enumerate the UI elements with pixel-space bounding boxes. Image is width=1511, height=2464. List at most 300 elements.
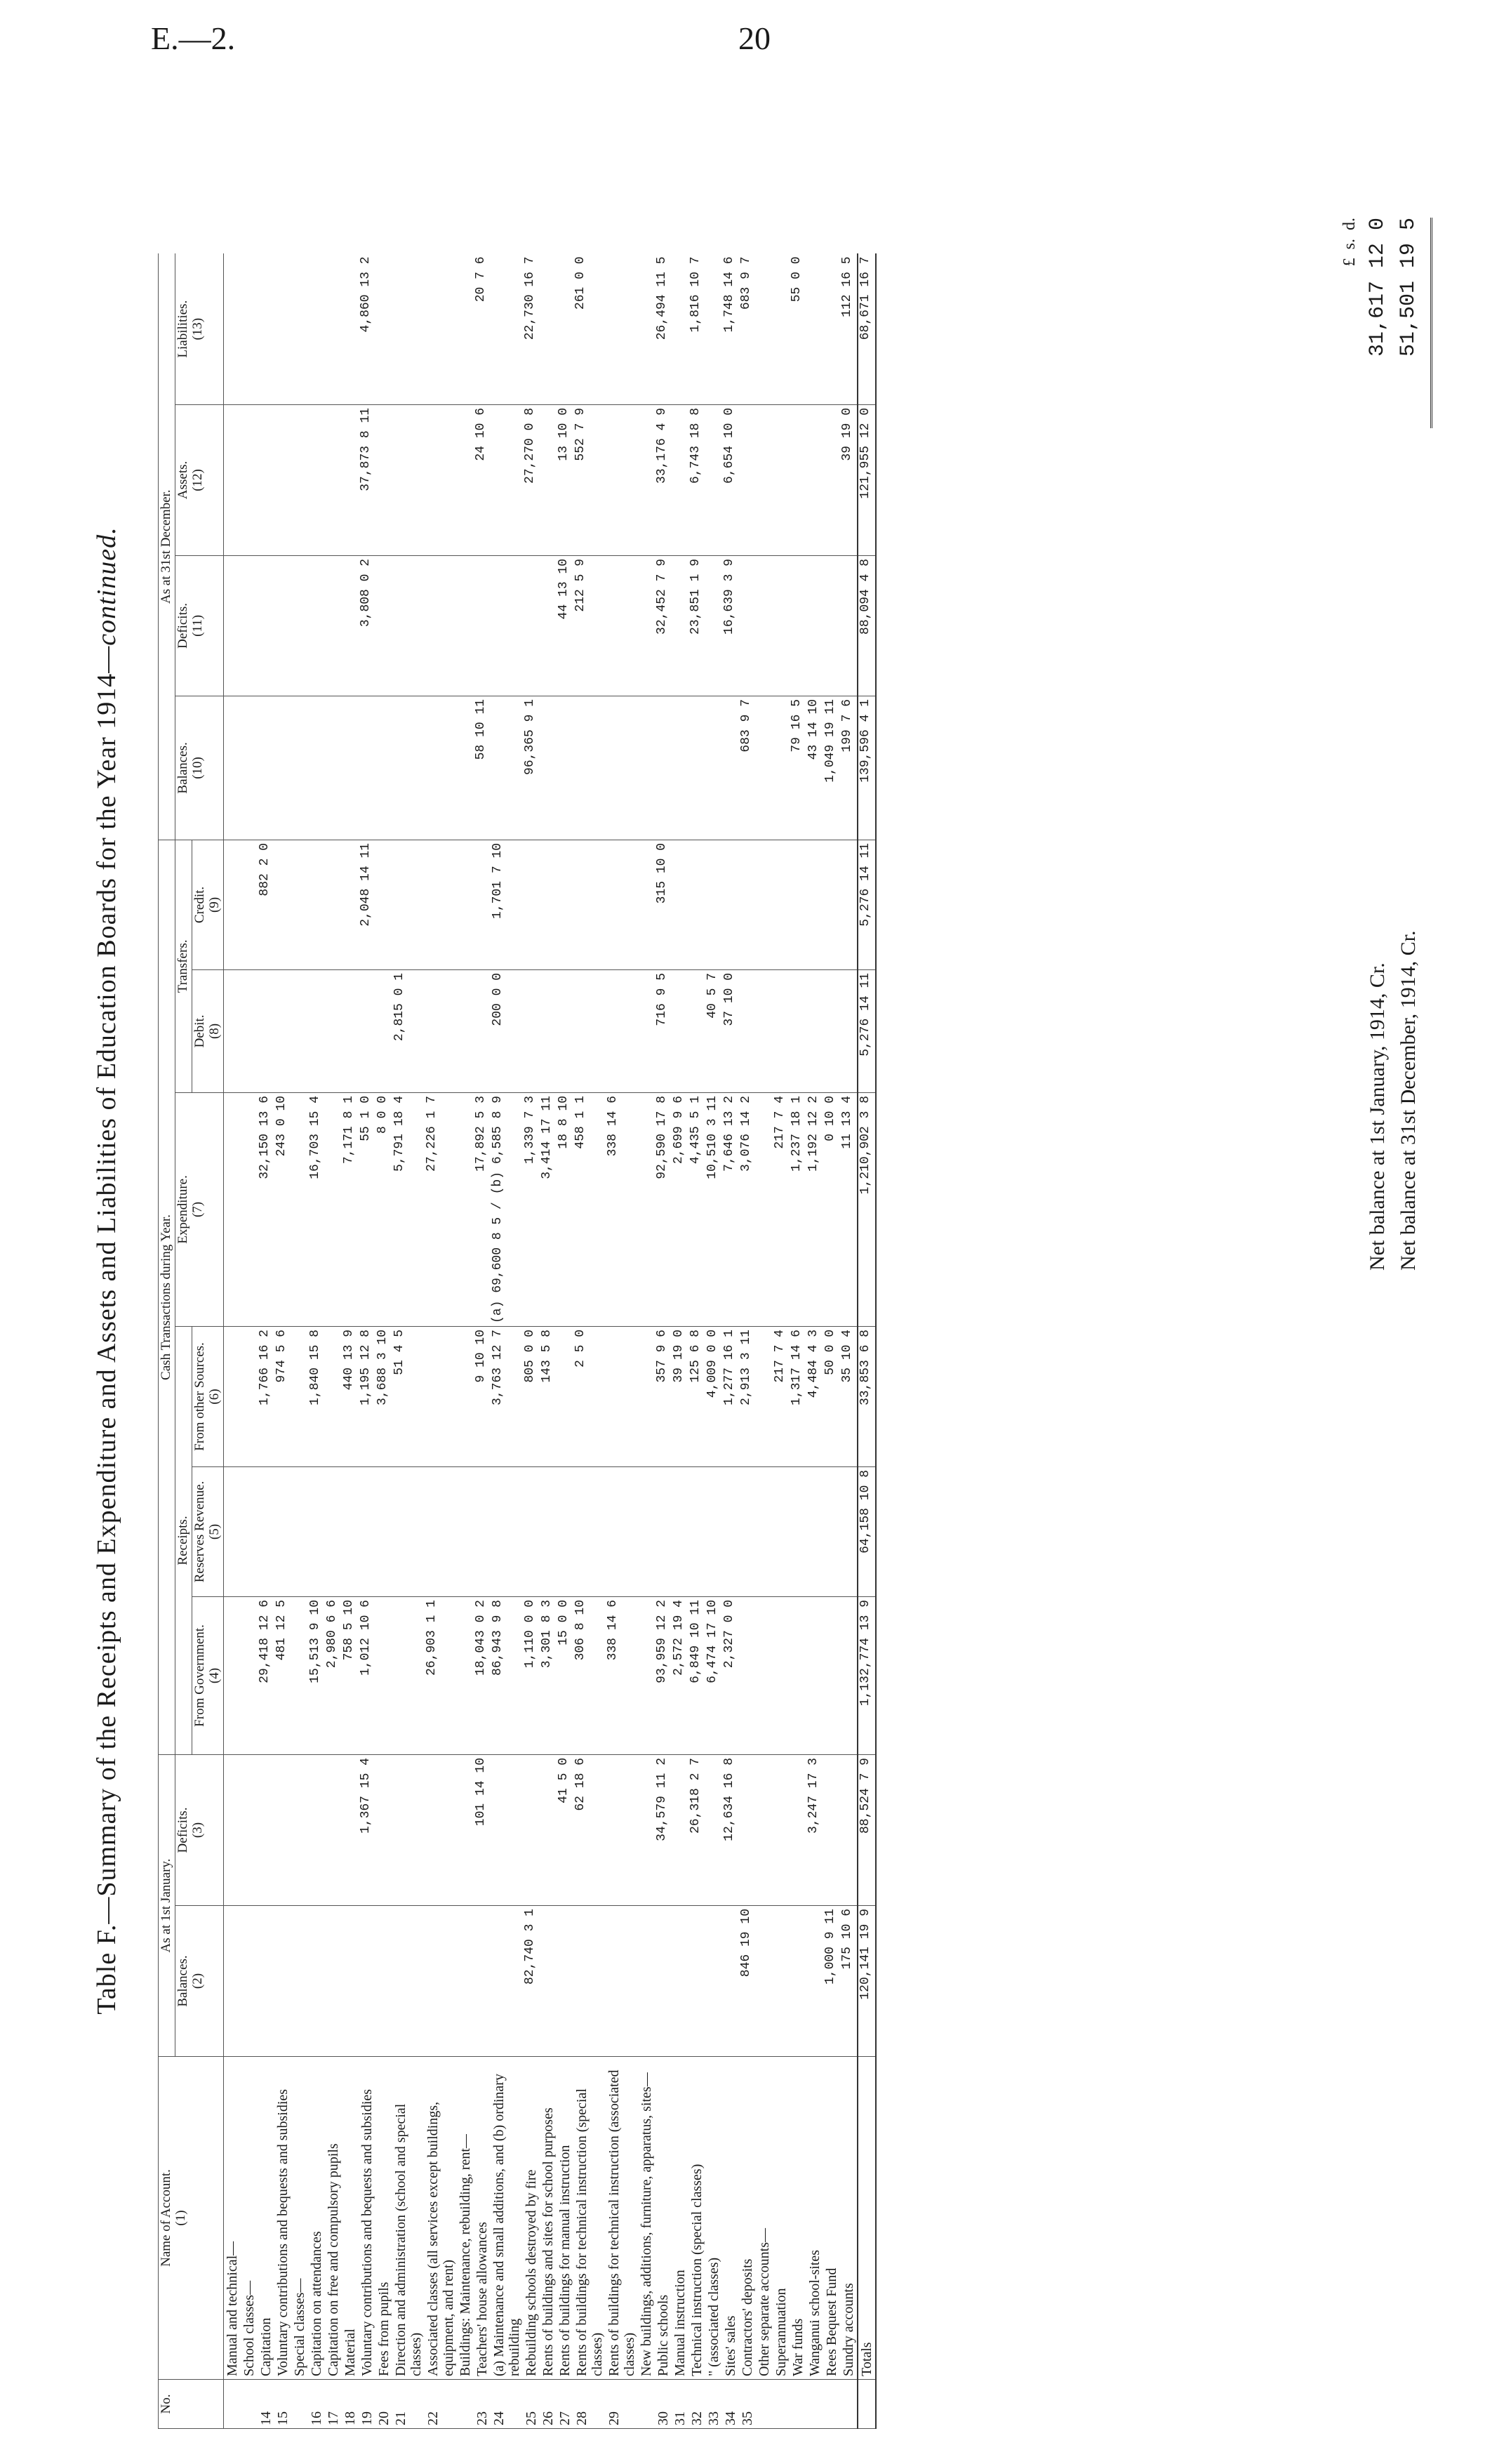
amount-cell xyxy=(291,1906,308,2057)
amount-cell xyxy=(705,555,722,696)
row-number: 28 xyxy=(573,2380,606,2429)
amount-cell xyxy=(672,1467,688,1597)
amount-cell xyxy=(705,253,722,404)
amount-cell xyxy=(241,1327,258,1467)
totals-label: Totals xyxy=(858,2057,876,2380)
account-name: Sites' sales xyxy=(722,2057,739,2380)
amount-cell: 20 7 6 xyxy=(474,253,491,404)
rotated-table-area xyxy=(91,112,1495,2429)
amount-cell xyxy=(291,696,308,840)
amount-cell xyxy=(359,1906,375,2057)
amount-cell xyxy=(756,840,773,969)
table-body xyxy=(223,253,876,2428)
amount-cell xyxy=(325,696,342,840)
amount-cell xyxy=(425,1327,457,1467)
amount-cell xyxy=(223,1597,241,1755)
amount-cell xyxy=(722,696,739,840)
amount-cell: 17,892 5 3 xyxy=(474,1092,491,1326)
amount-cell xyxy=(223,1327,241,1467)
amount-cell: 50 0 0 xyxy=(823,1327,840,1467)
amount-cell xyxy=(705,840,722,969)
amount-cell xyxy=(308,555,325,696)
page-header xyxy=(0,0,1511,84)
amount-cell xyxy=(491,1467,523,1597)
amount-cell xyxy=(672,840,688,969)
amount-cell xyxy=(241,696,258,840)
table-row xyxy=(773,253,790,2428)
amount-cell xyxy=(672,696,688,840)
row-number: 27 xyxy=(557,2380,573,2429)
amount-cell xyxy=(756,969,773,1092)
amount-cell xyxy=(638,696,655,840)
table-row xyxy=(573,253,606,2428)
table-row xyxy=(491,253,523,2428)
amount-cell xyxy=(325,1467,342,1597)
amount-cell xyxy=(823,1467,840,1597)
amount-cell xyxy=(375,404,392,555)
amount-cell: 112 16 5 xyxy=(840,253,858,404)
amount-cell: 217 7 4 xyxy=(773,1092,790,1326)
amount-cell xyxy=(790,404,806,555)
account-name: School classes— xyxy=(241,2057,258,2380)
account-name: Manual instruction xyxy=(672,2057,688,2380)
amount-cell xyxy=(457,253,474,404)
amount-cell xyxy=(325,555,342,696)
amount-cell xyxy=(756,1597,773,1755)
amount-cell xyxy=(241,253,258,404)
table-row xyxy=(392,253,425,2428)
row-number: 22 xyxy=(425,2380,457,2429)
amount-cell xyxy=(258,555,274,696)
amount-cell xyxy=(342,1467,359,1597)
amount-cell xyxy=(688,1467,705,1597)
col-header-5: Reserves Revenue. (5) xyxy=(192,1467,223,1597)
account-name: Technical instruction (special classes) xyxy=(688,2057,705,2380)
account-name: Rebuilding schools destroyed by fire xyxy=(523,2057,540,2380)
amount-cell: 2,572 19 4 xyxy=(672,1597,688,1755)
amount-cell: 6,474 17 10 xyxy=(705,1597,722,1755)
amount-cell xyxy=(308,1906,325,2057)
amount-cell: 974 5 6 xyxy=(274,1327,291,1467)
amount-cell: 481 12 5 xyxy=(274,1597,291,1755)
table-row xyxy=(638,253,655,2428)
amount-cell xyxy=(291,1755,308,1906)
amount-cell xyxy=(557,696,573,840)
amount-cell xyxy=(425,840,457,969)
amount-cell xyxy=(606,404,638,555)
account-name: Capitation xyxy=(258,2057,274,2380)
amount-cell xyxy=(425,1467,457,1597)
amount-cell xyxy=(375,1755,392,1906)
amount-cell xyxy=(540,840,557,969)
amount-cell xyxy=(722,1906,739,2057)
amount-cell xyxy=(258,404,274,555)
amount-cell xyxy=(756,1906,773,2057)
col-header-13: Liabilities. (13) xyxy=(175,253,223,404)
amount-cell xyxy=(241,840,258,969)
amount-cell xyxy=(308,840,325,969)
amount-cell xyxy=(291,1092,308,1326)
amount-cell xyxy=(739,555,756,696)
amount-cell xyxy=(638,1092,655,1326)
amount-cell: 1,277 16 1 xyxy=(722,1327,739,1467)
amount-cell xyxy=(474,1906,491,2057)
amount-cell xyxy=(806,404,823,555)
amount-cell: 357 9 6 xyxy=(655,1327,672,1467)
amount-cell: 2,048 14 11 xyxy=(359,840,375,969)
amount-cell xyxy=(773,1755,790,1906)
amount-cell xyxy=(342,555,359,696)
page-number: 20 xyxy=(738,20,771,56)
amount-cell: 6,654 10 0 xyxy=(722,404,739,555)
amount-cell xyxy=(790,840,806,969)
amount-cell: 458 1 1 xyxy=(573,1092,606,1326)
amount-cell xyxy=(274,969,291,1092)
account-name: Special classes— xyxy=(291,2057,308,2380)
amount-cell xyxy=(325,1092,342,1326)
amount-cell xyxy=(223,404,241,555)
amount-cell xyxy=(773,840,790,969)
amount-cell xyxy=(308,1755,325,1906)
group-header-cash: Cash Transactions during Year. xyxy=(159,840,175,1754)
amount-cell xyxy=(790,1906,806,2057)
amount-cell xyxy=(573,840,606,969)
col-header-8: Debit. (8) xyxy=(192,969,223,1092)
amount-cell xyxy=(342,969,359,1092)
amount-cell: 552 7 9 xyxy=(573,404,606,555)
amount-cell: 846 19 10 xyxy=(739,1906,756,2057)
table-row xyxy=(557,253,573,2428)
amount-cell xyxy=(773,404,790,555)
amount-cell xyxy=(557,969,573,1092)
amount-cell xyxy=(325,969,342,1092)
amount-cell: 7,646 13 2 xyxy=(722,1092,739,1326)
account-name: Rents of buildings for technical instruction (special classes) xyxy=(573,2057,606,2380)
amount-cell xyxy=(557,1906,573,2057)
amount-cell xyxy=(241,1755,258,1906)
amount-cell xyxy=(540,969,557,1092)
total-amount-cell: 1,132,774 13 9 xyxy=(858,1597,876,1755)
amount-cell xyxy=(823,253,840,404)
amount-cell: 2,699 9 6 xyxy=(672,1092,688,1326)
amount-cell xyxy=(457,1327,474,1467)
amount-cell: 5,791 18 4 xyxy=(392,1092,425,1326)
amount-cell xyxy=(806,555,823,696)
col-header-6: From other Sources. (6) xyxy=(192,1327,223,1467)
total-amount-cell: 68,671 16 7 xyxy=(858,253,876,404)
amount-cell xyxy=(773,1467,790,1597)
amount-cell xyxy=(223,1467,241,1597)
amount-cell xyxy=(790,555,806,696)
amount-cell xyxy=(638,1755,655,1906)
amount-cell xyxy=(557,840,573,969)
amount-cell xyxy=(258,1906,274,2057)
amount-cell: 7,171 8 1 xyxy=(342,1092,359,1326)
col-header-9: Credit. (9) xyxy=(192,840,223,969)
amount-cell xyxy=(806,1597,823,1755)
amount-cell xyxy=(638,555,655,696)
net-balance-jan-amount: 31,617 12 0 xyxy=(1366,218,1390,357)
account-name: Fees from pupils xyxy=(375,2057,392,2380)
amount-cell xyxy=(342,404,359,555)
amount-cell xyxy=(739,1467,756,1597)
row-number xyxy=(457,2380,474,2429)
amount-cell: 125 6 8 xyxy=(688,1327,705,1467)
amount-cell: (a) 69,600 8 5 / (b) 6,585 8 9 xyxy=(491,1092,523,1326)
amount-cell xyxy=(823,969,840,1092)
amount-cell xyxy=(392,1467,425,1597)
total-amount-cell: 88,524 7 9 xyxy=(858,1755,876,1906)
amount-cell xyxy=(523,840,540,969)
table-row xyxy=(457,253,474,2428)
col-header-name: Name of Account. (1) xyxy=(159,2057,224,2380)
amount-cell xyxy=(291,1327,308,1467)
amount-cell: 34,579 11 2 xyxy=(655,1755,672,1906)
amount-cell: 58 10 11 xyxy=(474,696,491,840)
amount-cell xyxy=(291,969,308,1092)
amount-cell xyxy=(457,1906,474,2057)
amount-cell xyxy=(840,555,858,696)
amount-cell: 4,860 13 2 xyxy=(359,253,375,404)
amount-cell xyxy=(474,840,491,969)
amount-cell xyxy=(457,1755,474,1906)
table-row xyxy=(359,253,375,2428)
amount-cell xyxy=(308,253,325,404)
total-amount-cell: 33,853 6 8 xyxy=(858,1327,876,1467)
amount-cell xyxy=(773,969,790,1092)
amount-cell: 44 13 10 xyxy=(557,555,573,696)
amount-cell: 200 0 0 xyxy=(491,969,523,1092)
amount-cell xyxy=(540,1467,557,1597)
amount-cell: 15,513 9 10 xyxy=(308,1597,325,1755)
amount-cell: 3,414 17 11 xyxy=(540,1092,557,1326)
amount-cell xyxy=(491,1755,523,1906)
row-number: 18 xyxy=(342,2380,359,2429)
amount-cell xyxy=(806,840,823,969)
table-row xyxy=(291,253,308,2428)
amount-cell xyxy=(638,1327,655,1467)
amount-cell: 1,816 10 7 xyxy=(688,253,705,404)
account-name: Wanganui school-sites xyxy=(806,2057,823,2380)
amount-cell xyxy=(425,253,457,404)
amount-cell xyxy=(638,404,655,555)
account-name: New buildings, additions, furniture, apparatus, sites— xyxy=(638,2057,655,2380)
account-name: Capitation on free and compulsory pupils xyxy=(325,2057,342,2380)
amount-cell xyxy=(606,1467,638,1597)
amount-cell xyxy=(274,696,291,840)
amount-cell xyxy=(557,1327,573,1467)
amount-cell xyxy=(790,969,806,1092)
table-row xyxy=(790,253,806,2428)
amount-cell xyxy=(241,969,258,1092)
amount-cell: 6,849 10 11 xyxy=(688,1597,705,1755)
net-balance-dec-amount: 51,501 19 5 xyxy=(1397,218,1420,357)
amount-cell: 27,226 1 7 xyxy=(425,1092,457,1326)
amount-cell xyxy=(291,253,308,404)
amount-cell xyxy=(705,1906,722,2057)
amount-cell xyxy=(457,555,474,696)
amount-cell: 1,237 18 1 xyxy=(790,1092,806,1326)
amount-cell: 29,418 12 6 xyxy=(258,1597,274,1755)
amount-cell: 27,270 0 8 xyxy=(523,404,540,555)
amount-cell xyxy=(274,1906,291,2057)
amount-cell xyxy=(840,1467,858,1597)
amount-cell: 1,192 12 2 xyxy=(806,1092,823,1326)
amount-cell xyxy=(241,1092,258,1326)
amount-cell xyxy=(392,696,425,840)
amount-cell xyxy=(790,1467,806,1597)
amount-cell: 37,873 8 11 xyxy=(359,404,375,555)
amount-cell: 440 13 9 xyxy=(342,1327,359,1467)
amount-cell: 1,317 14 6 xyxy=(790,1327,806,1467)
table-row xyxy=(739,253,756,2428)
row-number: 21 xyxy=(392,2380,425,2429)
amount-cell xyxy=(722,1467,739,1597)
amount-cell xyxy=(672,969,688,1092)
amount-cell xyxy=(739,840,756,969)
row-number: 35 xyxy=(739,2380,756,2429)
amount-cell: 37 10 0 xyxy=(722,969,739,1092)
row-number: 15 xyxy=(274,2380,291,2429)
group-header-receipts: Receipts. xyxy=(175,1327,192,1755)
amount-cell xyxy=(705,1755,722,1906)
amount-cell xyxy=(457,969,474,1092)
account-name: Associated classes (all services except buildings, equipment, and rent) xyxy=(425,2057,457,2380)
amount-cell xyxy=(325,840,342,969)
amount-cell xyxy=(258,1755,274,1906)
amount-cell xyxy=(688,969,705,1092)
row-number: 23 xyxy=(474,2380,491,2429)
amount-cell: 40 5 7 xyxy=(705,969,722,1092)
amount-cell xyxy=(258,1467,274,1597)
table-row xyxy=(840,253,858,2428)
group-header-jan: As at 1st January. xyxy=(159,1755,175,2057)
amount-cell: 1,339 7 3 xyxy=(523,1092,540,1326)
amount-cell: 4,009 0 0 xyxy=(705,1327,722,1467)
amount-cell xyxy=(425,404,457,555)
amount-cell: 24 10 6 xyxy=(474,404,491,555)
row-number: 25 xyxy=(523,2380,540,2429)
amount-cell xyxy=(540,1906,557,2057)
amount-cell: 3,688 3 10 xyxy=(375,1327,392,1467)
amount-cell xyxy=(705,404,722,555)
amount-cell: 2,815 0 1 xyxy=(392,969,425,1092)
amount-cell: 41 5 0 xyxy=(557,1755,573,1906)
amount-cell xyxy=(241,1597,258,1755)
amount-cell xyxy=(688,696,705,840)
amount-cell xyxy=(375,1906,392,2057)
amount-cell: 9 10 10 xyxy=(474,1327,491,1467)
amount-cell: 212 5 9 xyxy=(573,555,606,696)
amount-cell: 39 19 0 xyxy=(840,404,858,555)
row-number xyxy=(291,2380,308,2429)
table-row xyxy=(523,253,540,2428)
net-balance-block xyxy=(1340,218,1432,1271)
double-rule xyxy=(1430,218,1432,428)
amount-cell xyxy=(672,555,688,696)
amount-cell xyxy=(573,696,606,840)
col-header-no: No. xyxy=(159,2380,224,2429)
table-row xyxy=(274,253,291,2428)
amount-cell: 26,903 1 1 xyxy=(425,1597,457,1755)
amount-cell xyxy=(274,1755,291,1906)
row-number: 20 xyxy=(375,2380,392,2429)
amount-cell xyxy=(392,1755,425,1906)
row-number: 24 xyxy=(491,2380,523,2429)
amount-cell xyxy=(606,840,638,969)
amount-cell: 175 10 6 xyxy=(840,1906,858,2057)
amount-cell xyxy=(606,253,638,404)
table-row xyxy=(258,253,274,2428)
table-row xyxy=(756,253,773,2428)
amount-cell xyxy=(425,1755,457,1906)
amount-cell xyxy=(688,840,705,969)
amount-cell xyxy=(241,1467,258,1597)
amount-cell xyxy=(274,1467,291,1597)
amount-cell xyxy=(491,555,523,696)
amount-cell: 805 0 0 xyxy=(523,1327,540,1467)
amount-cell xyxy=(375,840,392,969)
amount-cell xyxy=(638,1597,655,1755)
amount-cell: 26,318 2 7 xyxy=(688,1755,705,1906)
row-number xyxy=(638,2380,655,2429)
amount-cell xyxy=(606,696,638,840)
amount-cell xyxy=(790,1755,806,1906)
amount-cell xyxy=(806,1467,823,1597)
amount-cell xyxy=(375,1467,392,1597)
account-name: Public schools xyxy=(655,2057,672,2380)
amount-cell: 43 14 10 xyxy=(806,696,823,840)
amount-cell xyxy=(274,555,291,696)
account-name: Rents of buildings for technical instruction (associated classes) xyxy=(606,2057,638,2380)
net-balance-dec xyxy=(1397,218,1427,1271)
amount-cell xyxy=(258,253,274,404)
amount-cell xyxy=(773,696,790,840)
summary-table xyxy=(158,253,877,2429)
amount-cell: 51 4 5 xyxy=(392,1327,425,1467)
amount-cell: 55 1 0 xyxy=(359,1092,375,1326)
amount-cell xyxy=(523,1755,540,1906)
total-amount-cell: 5,276 14 11 xyxy=(858,969,876,1092)
amount-cell: 101 14 10 xyxy=(474,1755,491,1906)
amount-cell xyxy=(823,1597,840,1755)
amount-cell: 315 10 0 xyxy=(655,840,672,969)
amount-cell xyxy=(705,696,722,840)
amount-cell xyxy=(223,1755,241,1906)
account-name: Sundry accounts xyxy=(840,2057,858,2380)
account-name: " (associated classes) xyxy=(705,2057,722,2380)
amount-cell: 26,494 11 5 xyxy=(655,253,672,404)
amount-cell xyxy=(773,1597,790,1755)
row-number: 16 xyxy=(308,2380,325,2429)
amount-cell xyxy=(823,404,840,555)
amount-cell xyxy=(342,696,359,840)
table-row xyxy=(606,253,638,2428)
total-amount-cell: 120,141 19 9 xyxy=(858,1906,876,2057)
amount-cell xyxy=(392,1906,425,2057)
amount-cell xyxy=(359,696,375,840)
amount-cell xyxy=(474,555,491,696)
amount-cell: 3,247 17 3 xyxy=(806,1755,823,1906)
account-name: Other separate accounts— xyxy=(756,2057,773,2380)
amount-cell xyxy=(457,1092,474,1326)
amount-cell xyxy=(325,253,342,404)
amount-cell xyxy=(840,1597,858,1755)
amount-cell xyxy=(806,969,823,1092)
net-balance-units: £ s. d. xyxy=(1340,218,1359,267)
amount-cell: 33,176 4 9 xyxy=(655,404,672,555)
account-name: Buildings: Maintenance, rebuilding, rent— xyxy=(457,2057,474,2380)
